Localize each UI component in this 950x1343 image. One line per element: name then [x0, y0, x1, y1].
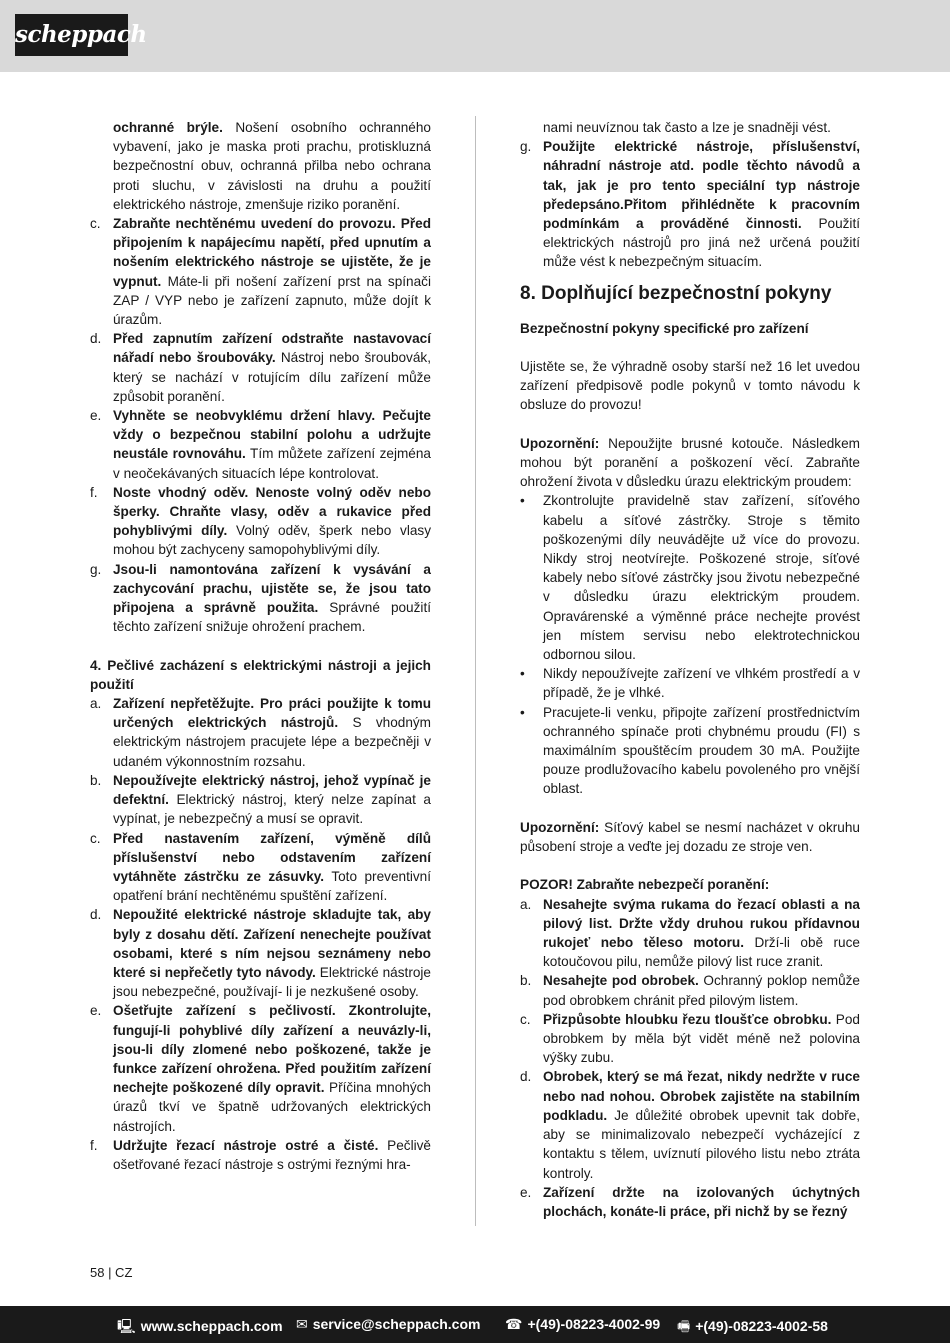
- list-item: c. Přizpůsobte hloubku řezu tloušťce obrobku. Pod obrobkem by měla být vidět méně než polovina výšky zubu.: [520, 1011, 860, 1066]
- paragraph: nami neuvíznou tak často a lze je snadněji vést.: [543, 120, 831, 135]
- list-item: g. Použijte elektrické nástroje, příslušenství, náhradní nástroje atd. podle těchto návodů a tak, jak je pro tento speciální typ nástroje předepsáno.Přitom přihlédněte k pracovním podmínkám a prováděné činnosti. Použití elektrických nástrojů pro jiná než určená použití může vést k nebezpečným situacím.: [520, 139, 860, 270]
- footer-web[interactable]: 🖳 www.scheppach.com: [117, 1318, 283, 1334]
- list-item: c. Před nastavením zařízení, výměně dílů příslušenství nebo odstavením zařízení vytáhněte zástrčku ze zásuvky. Toto preventivní opatření brání nechtěnému spuštění zařízení.: [90, 830, 431, 904]
- bullet-item: • Pracujete-li venku, připojte zařízení prostřednictvím ochranného spínače proti chybnému proudu (FI) s maximálním spouštěcím proudem 30 mA. Použijte pouze prodlužovacího kabelu povoleného pro vnější oblast.: [520, 704, 860, 797]
- column-divider: [475, 116, 476, 1226]
- list-item: b. Nesahejte pod obrobek. Ochranný poklop nemůže pod obrobkem chránit před pilovým listem.: [520, 973, 860, 1008]
- subheading: Bezpečnostní pokyny specifické pro zařízení: [520, 320, 809, 336]
- caution-heading: POZOR! Zabraňte nebezpečí poranění:: [520, 877, 770, 893]
- list-item: d. Obrobek, který se má řezat, nikdy nedržte v ruce nebo nad nohou. Obrobek zajistěte na stabilním podkladu. Je důležité obrobek upevnit tak dobře, aby se minimalizovalo nebezpečí vycházející z kontaktu s tělem, uvíznutí pilového listu nebo ztráta kontroly.: [520, 1069, 860, 1181]
- page-number: 58 | CZ: [90, 1265, 133, 1280]
- mail-icon: ✉: [296, 1316, 308, 1332]
- left-column: [90, 118, 431, 1174]
- warning-paragraph: Upozornění: Nepoužijte brusné kotouče. Následkem mohou být poranění a poškození věcí. Zabraňte ohrožení života v důsledku úrazu elektrickým proudem:: [520, 435, 860, 490]
- warning-paragraph: Upozornění: Síťový kabel se nesmí nacházet v okruhu působení stroje a veďte jej dozadu ze stroje ven.: [520, 819, 860, 855]
- fax-icon: 🖷: [677, 1318, 691, 1334]
- list-item: e. Vyhněte se neobvyklému držení hlavy. Pečujte vždy o bezpečnou stabilní polohu a udržujte neustále rovnováhu. Tím můžete zařízení zejména v neočekávaných situacích lépe kontrolovat.: [90, 408, 431, 481]
- list-item: g. Jsou-li namontována zařízení k vysávání a zachycování prachu, ujistěte se, že jsou tato připojena a správně použita. Správné použití těchto zařízení snižuje ohrožení prachem.: [90, 561, 431, 635]
- bullet-item: • Zkontrolujte pravidelně stav zařízení, síťového kabelu a síťové zástrčky. Stroje s těmito poškozenými díly neuvádějte už více do provozu. Nikdy stroj neotvírejte. Poškozené stroje, síťové kabely nebo síťové zástrčky jsou životu nebezpečné v důsledku úrazu elektrickým proudem. Opravárenské a výměnné práce nechejte provést jen místem servisu nebo elektrotechnickou odbornou silou.: [520, 493, 860, 663]
- list-item: d. Nepoužité elektrické nástroje skladujte tak, aby byly z dosahu dětí. Zařízení nenechejte používat osobami, které s ním nejsou seznámeny nebo které si nepřečetly tyto návody. Elektrické nástroje jsou nebezpečné, používají- li je nezkušené osoby.: [90, 907, 431, 1000]
- right-column: [520, 118, 860, 1221]
- footer-email[interactable]: ✉ service@scheppach.com: [296, 1316, 481, 1332]
- list-item: e. Ošetřujte zařízení s pečlivostí. Zkontrolujte, fungují-li pohyblivé díly zařízení a neuvázly-li, jsou-li díly zlomené nebo poškozené, takže je funkce zařízení ohrožena. Před použitím zařízení nechejte poškozené díly opravit. Příčina mnohých úrazů tkví ve špatně udržovaných elektrických nástrojích.: [90, 1003, 431, 1134]
- paragraph: ochranné brýle. Nošení osobního ochranného vybavení, jako je maska proti prachu, protiskluzná bezpečnostní obuv, ochranná přilba nebo ochrana proti sluchu, v závislosti na druhu a použití elektrického nástroje, zmenšuje riziko poranění.: [113, 120, 431, 212]
- section-heading-4: 4. Pečlivé zacházení s elektrickými nástroji a jejich použití: [90, 657, 431, 692]
- section-heading-8: 8. Doplňující bezpečnostní pokyny: [520, 282, 832, 304]
- phone-icon: ☎: [505, 1316, 523, 1332]
- list-item: a. Zařízení nepřetěžujte. Pro práci použijte k tomu určených elektrických nástrojů. S vhodným elektrickým nástrojem pracujete lépe a bezpečněji v udaném výkonnostním rozsahu.: [90, 696, 431, 769]
- footer-phone[interactable]: ☎ +(49)-08223-4002-99: [505, 1316, 661, 1332]
- list-item: b. Nepoužívejte elektrický nástroj, jehož vypínač je defektní. Elektrický nástroj, který nelze zapínat a vypínat, je nebezpečný a musí se opravit.: [90, 772, 431, 827]
- list-item: d. Před zapnutím zařízení odstraňte nastavovací nářadí nebo šroubováky. Nástroj nebo šroubovák, který se nachází v rotujícím dílu zařízení může způsobit poranění.: [90, 331, 431, 404]
- page-header: [0, 0, 950, 72]
- list-item: f. Noste vhodný oděv. Nenoste volný oděv nebo šperky. Chraňte vlasy, oděv a rukavice před pohyblivými díly. Volný oděv, šperk nebo vlasy mohou být zachyceny samopohyblivými díly.: [90, 484, 431, 558]
- list-item: c. Zabraňte nechtěnému uvedení do provozu. Před připojením k napájecímu napětí, před upnutím a nošením elektrického nástroje se ujistěte, že je vypnut. Máte-li při nošení zařízení prst na spínači ZAP / VYP nebo je zařízení zapnuto, může dojít k úrazům.: [90, 216, 431, 328]
- footer-fax: 🖷 +(49)-08223-4002-58: [677, 1318, 828, 1334]
- list-item: e. Zařízení držte na izolovaných úchytných plochách, konáte-li práce, při nichž by se řezný: [520, 1184, 860, 1219]
- intro-paragraph: Ujistěte se, že výhradně osoby starší než 16 let uvedou zařízení předpisově podle pokynů v tomto návodu k obsluze do provozu!: [520, 359, 860, 413]
- page-footer: [0, 1306, 950, 1343]
- scheppach-logo: scheppach: [15, 14, 128, 56]
- list-item: f. Udržujte řezací nástroje ostré a čisté. Pečlivě ošetřované řezací nástroje s ostrými řeznými hra-: [90, 1137, 431, 1172]
- computer-icon: 🖳: [117, 1318, 136, 1334]
- bullet-item: • Nikdy nepoužívejte zařízení ve vlhkém prostředí a v případě, že je vlhké.: [520, 666, 860, 701]
- list-item: a. Nesahejte svýma rukama do řezací oblasti a na pilový list. Držte vždy druhou rukou přídavnou rukojeť nebo těleso motoru. Drží-li obě ruce kotoučovou pilu, nemůže pilový list ruce zranit.: [520, 896, 860, 970]
